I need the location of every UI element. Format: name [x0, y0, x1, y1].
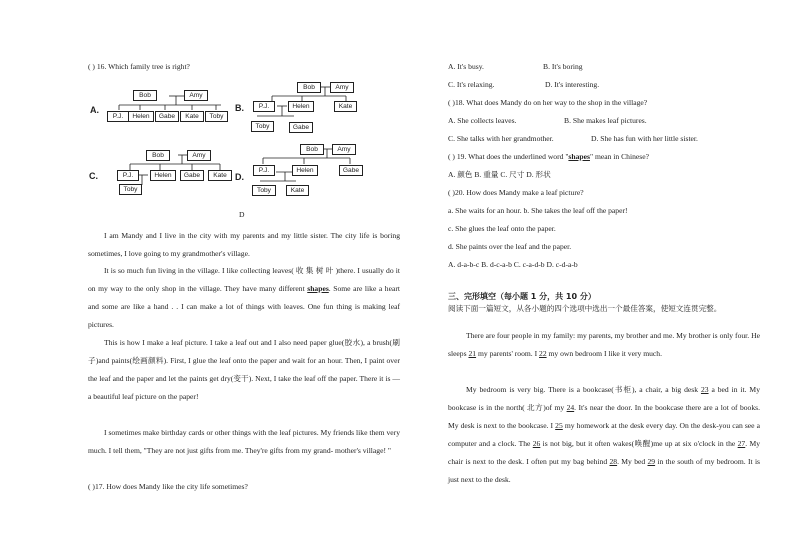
- tree-d-pj: P.J.: [253, 165, 275, 176]
- option-a-label: A.: [90, 105, 99, 115]
- tree-a-amy: Amy: [184, 90, 208, 101]
- tree-a-helen: Helen: [128, 111, 154, 122]
- q17-option-a: A. It's busy.: [448, 62, 484, 71]
- q18-option-d: D. She has fun with her little sister.: [591, 134, 698, 143]
- q20-step-c: c. She glues the leaf onto the paper.: [448, 224, 556, 233]
- option-b-label: B.: [235, 103, 244, 113]
- section-3-instructions: 阅读下面一篇短文，从各小题的四个选项中选出一个最佳答案，使短文连贯完整。: [448, 304, 722, 313]
- q18-option-a: A. She collects leaves.: [448, 116, 517, 125]
- underlined-word-shapes-q19: shapes: [568, 152, 590, 161]
- blank-23: 23: [700, 385, 709, 394]
- cloze-paragraph-1: There are four people in my family: my parents, my brother and me. My brother is only four. He sleeps 21 my parents' room. I 22 my own bedroom I like it very much.: [448, 331, 760, 359]
- tree-b-bob: Bob: [297, 82, 321, 93]
- blank-26: 26: [532, 439, 541, 449]
- passage-paragraph-2: It is so much fun living in the village. I like collecting leaves( 收 集 树 叶 )there. I usually do it on my way to the only shop in the village. They have many different shapes. Some are like a heart and some are like a hand . . I can make a lot of things with leaves. One fun thing is making leaf pictures.: [88, 266, 400, 330]
- passage-paragraph-1: I am Mandy and I live in the city with my parents and my little sister. The city life is boring sometimes, I love going to my grandmother's village.: [88, 231, 400, 259]
- tree-d-helen: Helen: [292, 165, 318, 176]
- tree-a-gabe: Gabe: [155, 111, 179, 122]
- tree-c-pj: P.J.: [117, 170, 139, 181]
- blank-22: 22: [539, 349, 547, 359]
- blank-27: 27: [737, 439, 746, 449]
- q20-options: A. d-a-b-c B. d-c-a-b C. c-a-d-b D. c-d-a-b: [448, 260, 578, 269]
- tree-c-toby: Toby: [119, 184, 142, 195]
- tree-b-toby: Toby: [251, 121, 274, 132]
- question-16: ( ) 16. Which family tree is right?: [88, 62, 190, 71]
- tree-a-toby: Toby: [205, 111, 228, 122]
- tree-c-kate: Kate: [208, 170, 232, 181]
- option-d-label: D.: [235, 172, 244, 182]
- tree-c-bob: Bob: [146, 150, 170, 161]
- tree-c-gabe: Gabe: [180, 170, 204, 181]
- section-3-title: 三、完形填空（每小题 1 分，共 10 分）: [448, 292, 596, 301]
- tree-c-amy: Amy: [187, 150, 211, 161]
- q17-option-d: D. It's interesting.: [545, 80, 600, 89]
- blank-24: 24: [566, 403, 575, 413]
- tree-d-bob: Bob: [300, 144, 324, 155]
- answer-mark: D: [239, 210, 245, 219]
- tree-a-bob: Bob: [133, 90, 157, 101]
- q20-step-d: d. She paints over the leaf and the paper.: [448, 242, 572, 251]
- tree-b-helen: Helen: [288, 101, 314, 112]
- q18-option-c: C. She talks with her grandmother.: [448, 134, 554, 143]
- question-20: ( )20. How does Mandy make a leaf picture?: [448, 188, 584, 197]
- passage-paragraph-3: This is how I make a leaf picture. I take a leaf out and I also need paper glue(胶水), a brush(刷子)and paints(绘画颜料). First, I glue the leaf onto the paper and wait for an hour. Then, I paint over the leaf and the paper and let the paints get dry(变干). Next, I take the leaf off the paper. There it is —a beautiful leaf picture on the paper!: [88, 338, 400, 402]
- q19-options: A. 颜色 B. 重量 C. 尺寸 D. 形状: [448, 170, 551, 179]
- blank-29: 29: [647, 457, 656, 467]
- underlined-word-shapes: shapes: [307, 284, 329, 294]
- blank-28: 28: [609, 457, 618, 467]
- passage-paragraph-4: I sometimes make birthday cards or other things with the leaf pictures. My friends like them very much. I tell them, "They are not just gifts from me. They're gifts from my grand- mother's village! ": [88, 428, 400, 456]
- tree-c-helen: Helen: [150, 170, 176, 181]
- tree-b-kate: Kate: [334, 101, 357, 112]
- tree-a-pj: P.J.: [107, 111, 129, 122]
- tree-b-gabe: Gabe: [289, 122, 313, 133]
- tree-b-pj: P.J.: [253, 101, 275, 112]
- tree-d-toby: Toby: [252, 185, 276, 196]
- blank-21: 21: [468, 349, 477, 359]
- q20-step-ab: a. She waits for an hour. b. She takes the leaf off the paper!: [448, 206, 628, 215]
- q17-option-c: C. It's relaxing.: [448, 80, 495, 89]
- question-19: ( ) 19. What does the underlined word "shapes" mean in Chinese?: [448, 152, 649, 161]
- tree-d-kate: Kate: [286, 185, 309, 196]
- tree-a-kate: Kate: [180, 111, 204, 122]
- tree-d-amy: Amy: [332, 144, 356, 155]
- q17-option-b: B. It's boring: [543, 62, 583, 71]
- q18-option-b: B. She makes leaf pictures.: [564, 116, 647, 125]
- cloze-paragraph-2: My bedroom is very big. There is a bookcase(书柜), a chair, a big desk 23 a bed in it. My bookcase is in the north( 北方)of my 24. It's near the door. In the bookcase there are a lot of books. My desk is next to the bookcase. I 25 my homework at the desk every day. On the desk-you can see a computer and a clock. The 26 is not big, but it often wakes(唤醒)me up at six o'clock in the 27. My chair is next to the desk. I often put my bag behind 28. My bed 29 in the south of my bedroom. It is just next to the desk.: [448, 385, 761, 485]
- question-18: ( )18. What does Mandy do on her way to the shop in the village?: [448, 98, 648, 107]
- question-17: ( )17. How does Mandy like the city life sometimes?: [88, 482, 248, 491]
- tree-b-amy: Amy: [330, 82, 354, 93]
- option-c-label: C.: [89, 171, 98, 181]
- blank-25: 25: [555, 421, 563, 431]
- tree-d-gabe: Gabe: [339, 165, 363, 176]
